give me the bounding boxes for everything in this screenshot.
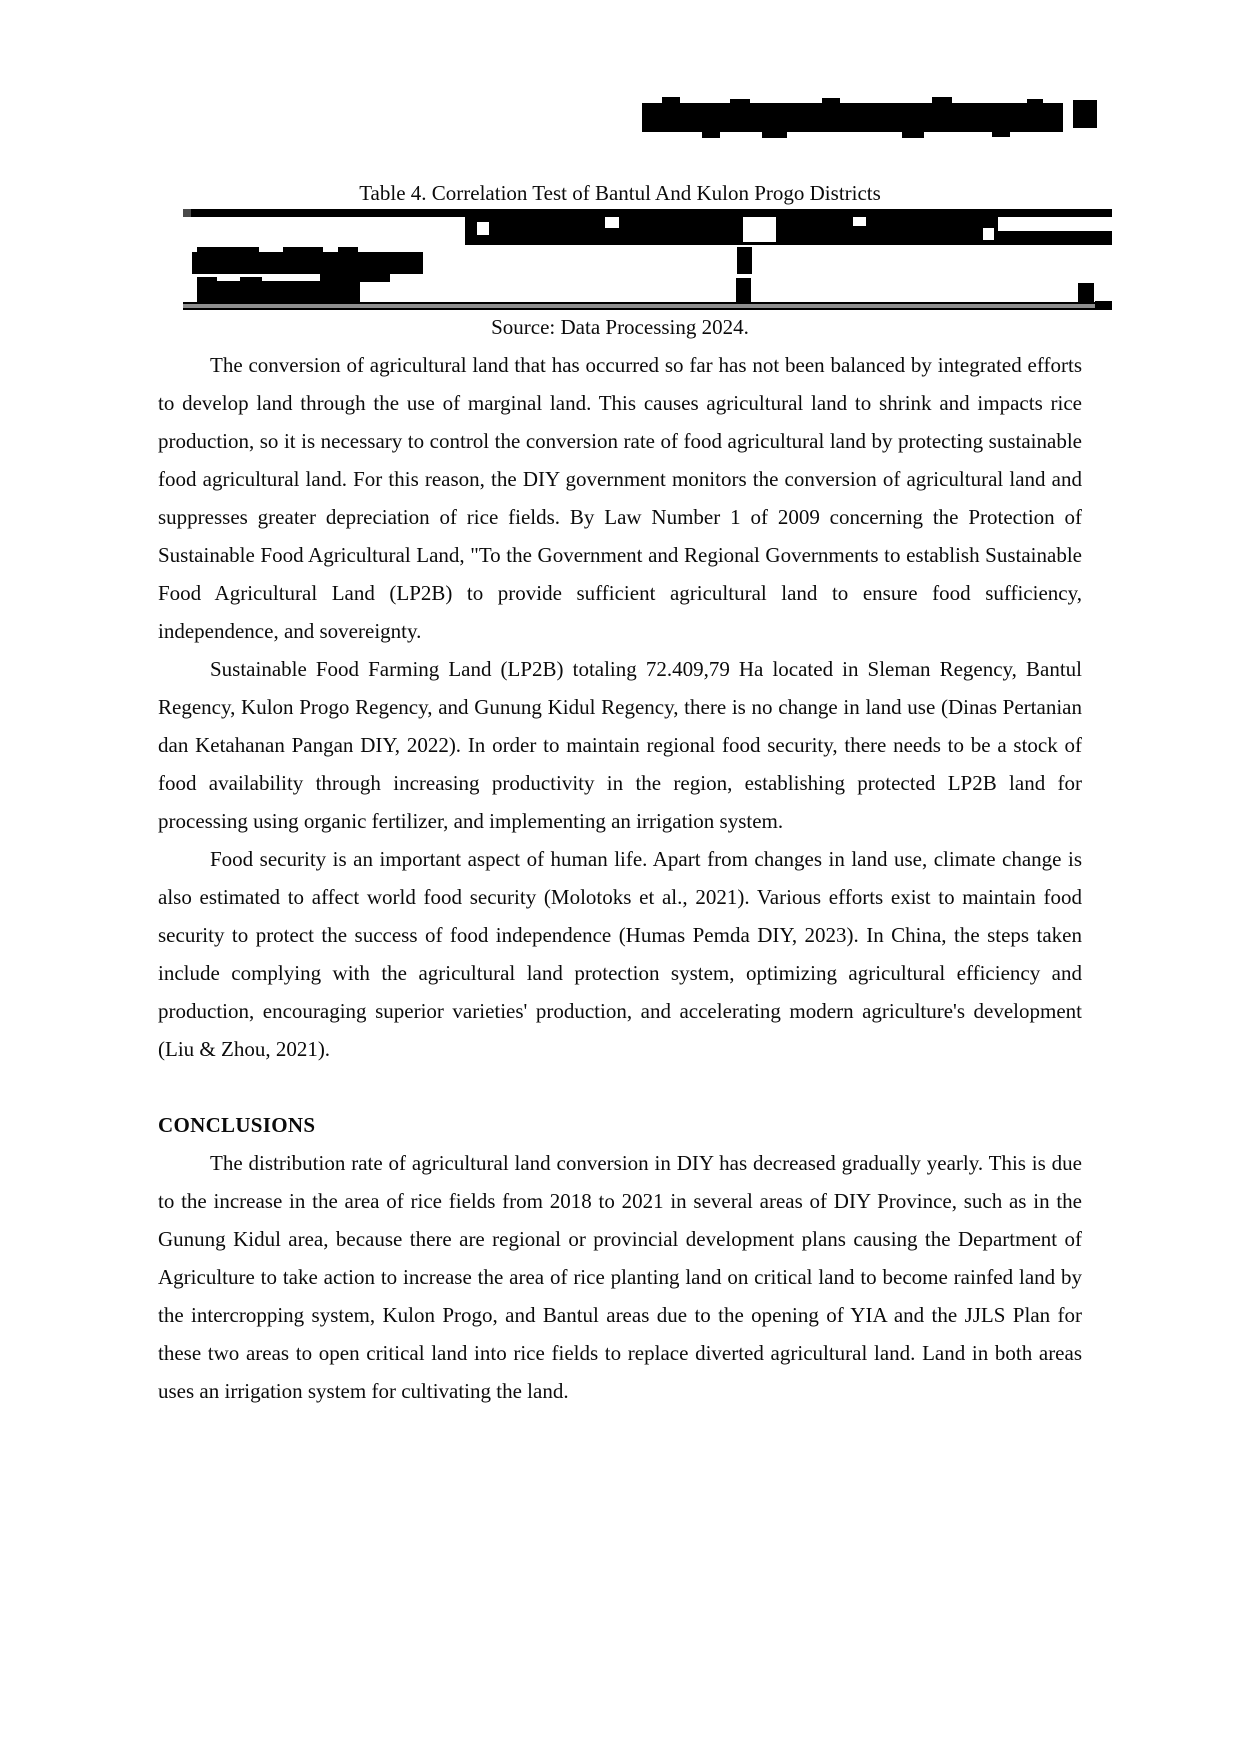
redaction-bump (702, 132, 720, 138)
conclusions-heading: CONCLUSIONS (158, 1113, 316, 1137)
redaction-bump (338, 247, 358, 253)
paragraph-food-security: Food security is an important aspect of human life. Apart from changes in land use, climate change is also estimated to affect world food security (Molotoks et al., 2021). Various efforts exist to maintain food security to protect the success of food independence (Humas Pemda DIY, 2023). In China, the steps taken include complying with the agricultural land protection system, optimizing agricultural efficiency and production, encouraging superior varieties' production, and accelerating modern agriculture's development (Liu & Zhou, 2021). (158, 847, 1082, 1061)
redaction-gap (743, 217, 776, 242)
redaction-bump (197, 247, 259, 253)
redacted-cell-value (737, 247, 752, 274)
redacted-cell-value (736, 278, 751, 303)
redacted-table (183, 209, 1112, 310)
redaction-bump (283, 247, 323, 253)
redaction-gap (853, 217, 866, 226)
redaction-bump (662, 97, 680, 105)
table-top-rule (191, 209, 1112, 217)
redaction-bump (992, 132, 1010, 137)
redaction-gap (998, 217, 1112, 231)
redacted-row-label (192, 252, 423, 274)
redacted-cell-value (1078, 283, 1094, 302)
redaction-gap (983, 228, 994, 240)
redaction-bar (642, 103, 1063, 132)
redaction-bump (240, 277, 262, 282)
paragraph-conversion: The conversion of agricultural land that has occurred so far has not been balanced by integrated efforts to develop land through the use of marginal land. This causes agricultural land to shrink and impacts rice production, so it is necessary to control the conversion rate of food agricultural land by protecting sustainable food agricultural land. For this reason, the DIY government monitors the conversion of agricultural land and suppresses greater depreciation of rice fields. By Law Number 1 of 2009 concerning the Protection of Sustainable Food Agricultural Land, "To the Government and Regional Governments to establish Sustainable Food Agricultural Land (LP2B) to provide sufficient agricultural land to ensure food sufficiency, independence, and sovereignty. (158, 353, 1082, 643)
redaction-bump (822, 98, 840, 105)
paragraph-lp2b: Sustainable Food Farming Land (LP2B) totaling 72.409,79 Ha located in Sleman Regency, Bantul Regency, Kulon Progo Regency, and Gunung Kidul Regency, there is no change in land use (Dinas Pertanian dan Ketahanan Pangan DIY, 2022). In order to maintain regional food security, there needs to be a stock of food availability through increasing productivity in the region, establishing protected LP2B land for processing using organic fertilizer, and implementing an irrigation system. (158, 657, 1082, 833)
redaction-bump (1027, 99, 1043, 105)
redaction-bump (902, 132, 924, 138)
redaction-square (1073, 100, 1097, 128)
body-text (158, 308, 1082, 1410)
table-caption: Table 4. Correlation Test of Bantul And Kulon Progo Districts (359, 181, 881, 205)
redaction-bump (197, 277, 217, 282)
paragraph-conclusions: The distribution rate of agricultural land conversion in DIY has decreased gradually yearly. This is due to the increase in the area of rice fields from 2018 to 2021 in several areas of DIY Province, such as in the Gunung Kidul area, because there are regional or provincial development plans causing the Department of Agriculture to take action to increase the area of rice planting land on critical land to become rainfed land by the intercropping system, Kulon Progo, and Bantul areas due to the opening of YIA and the JJLS Plan for these two areas to open critical land into rice fields to replace diverted agricultural land. Land in both areas uses an irrigation system for cultivating the land. (158, 1151, 1082, 1403)
redaction-gap (605, 217, 619, 228)
table-source-caption: Source: Data Processing 2024. (491, 315, 749, 339)
redaction-gap (477, 222, 489, 235)
redaction-bump (762, 132, 787, 138)
redacted-row-label (197, 281, 360, 303)
redacted-header-text (642, 97, 1098, 139)
table-bottom-rule-end (1095, 301, 1112, 310)
redaction-bump (932, 97, 952, 105)
redaction-bump (730, 99, 750, 105)
